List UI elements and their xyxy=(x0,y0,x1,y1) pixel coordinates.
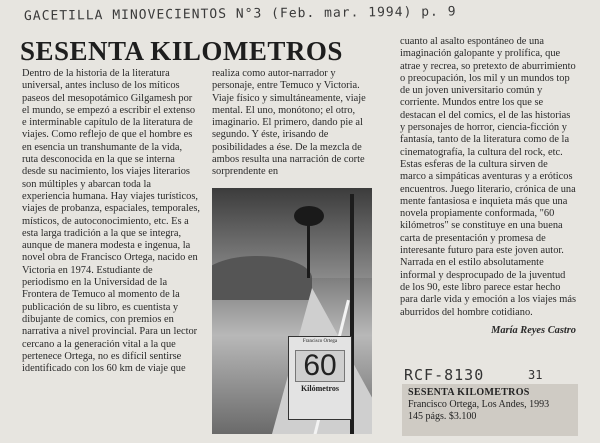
cover-word: Kilómetros xyxy=(300,384,340,393)
cover-number: 60 xyxy=(295,350,345,382)
book-info-line2: 145 págs. $3.100 xyxy=(408,411,477,422)
article-column-3 xyxy=(400,36,576,337)
byline: María Reyes Castro xyxy=(491,324,576,336)
cover-author: Francisco Ortega xyxy=(302,339,338,344)
column-3-text: cuanto al asalto espontáneo de una imaginación galopante y prolífica, que atrae y recrea, so pretexto de aburrimiento o preocupación, los mil y un mundos top de un joven universitario común y corriente. Mundos entre los que se destacan el del comics, el de las historias y personajes de horror, ciencia-ficción y fantasía, tanto de la literatura como de la cinematografía, la cultura del rock, etc. Estas esferas de la cultura sirven de marco a simpáticas aventuras y a eróticos encuentros. Juego literario, crónica de una mente fantasiosa e inquieta más que una novela propiamente conformada, "60 kilómetros" se constituye en una buena carta de presentación y promesa de interesante futuro para este joven autor. Narrada en el estilo absolutamente informal y desprocupado de la juventud de los 90, este libro parece estar hecho para darle vida y emoción a los viajes más aburridos del hombre cotidiano. xyxy=(400,36,577,318)
book-cover xyxy=(288,336,352,420)
article-column-2 xyxy=(212,68,370,179)
column-1-text: Dentro de la historia de la literatura universal, antes incluso de los míticos paseos del mesopotámico Gilgamesh por el mundo, se empezó a escribir el extenso e interminable capítulo de la literatura de viajes. Como reflejo de que el hombre es en esencia un transhumante de la vida, ruta desconocida en la que se interna desde su nacimiento, los viajes literarios son múltiples y abarcan toda la experiencia humana. Hay viajes turísticos, viajes de probanza, espaciales, temporales, místicos, de autoconocimiento, etc. Es a esta larga tradición a la que se integra, aunque de manera modesta e ingenua, la novel obra de Francisco Ortega, nacido en Victoria en 1974. Estudiante de periodismo en la Universidad de la Frontera de Temuco al momento de la publicación de su libro, es cuentista y dibujante de comics, con premios en narrativa a nivel provincial. Para un lector cercano a la generación vital a la que pertenece Ortega, no es difícil sentirse identificado con los 60 km de viaje que xyxy=(22,68,201,375)
handwritten-note: GACETILLA MINOVECIENTOS N°3 (Feb. mar. 1994) p. 9 xyxy=(23,4,457,24)
palm-tree-top xyxy=(294,206,324,226)
book-info-line1: Francisco Ortega, Los Andes, 1993 xyxy=(408,399,550,410)
book-info-title: SESENTA KILOMETROS xyxy=(408,387,530,398)
book-cover-photo xyxy=(212,188,372,434)
article-column-1 xyxy=(22,68,200,375)
book-info-box xyxy=(402,384,578,436)
archive-stamp-mark: 31 xyxy=(528,368,543,382)
archive-stamp: RCF-8130 xyxy=(404,366,485,384)
column-2-text: realiza como autor-narrador y personaje, entre Temuco y Victoria. Viaje físico y simultáneamente, viaje mental. El uno, monótono; el otro, imaginario. El primero, dando pie al segundo. Y éste, irisando de posibilidades a ése. De la mezcla de ambos resulta una narración de corte sorprendente en xyxy=(212,68,366,178)
article-title: SESENTA KILOMETROS xyxy=(20,36,343,66)
palm-tree-trunk xyxy=(307,218,310,278)
